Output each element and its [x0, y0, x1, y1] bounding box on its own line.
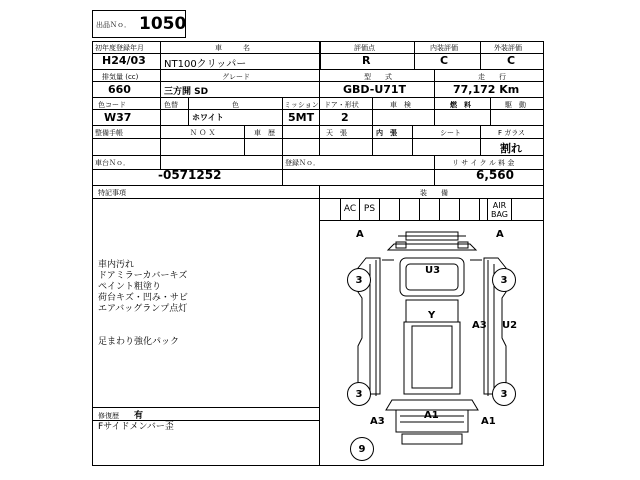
equipment-grid: [320, 199, 544, 221]
fuel-label: 燃 料: [450, 101, 471, 109]
door-count-value: 2: [341, 111, 349, 124]
repair-history-label: 修復歴: [98, 412, 119, 420]
front-glass-value: 割れ: [500, 142, 522, 155]
grade-value: 三方開 SD: [164, 87, 209, 97]
lot-number-box: [92, 10, 186, 38]
chassis-number-value: -0571252: [158, 168, 222, 182]
nox-label: Ｎ Ｏ Ｘ: [190, 129, 216, 137]
equipment-slot: [460, 199, 480, 220]
mark-rear-left: 3: [347, 382, 371, 406]
color-code-label: 色コード: [98, 101, 126, 109]
mark-roof: U3: [425, 265, 441, 276]
seat-label: シート: [440, 129, 461, 137]
vehicle-diagram: [320, 222, 544, 466]
equipment-slot: [440, 199, 460, 220]
note-line: 車内汚れ: [98, 260, 135, 270]
note-line: 足まわり強化パック: [98, 337, 180, 347]
color-label: 色: [232, 101, 239, 109]
first-registration-label: 初年度登録年月: [95, 44, 144, 52]
transmission-value: 5MT: [288, 111, 315, 124]
maintenance-record-label: 整備手帳: [95, 129, 123, 137]
car-name-label: 車 名: [215, 44, 250, 52]
mark-corner-left: A3: [370, 416, 385, 427]
mileage-value: 77,172 Km: [453, 83, 520, 96]
score-label: 評価点: [354, 44, 375, 52]
front-glass-label: F ガラス: [498, 129, 526, 137]
registration-number-label: 登録Ｎｏ．: [285, 159, 320, 167]
lot-number-label: 出品Ｎｏ．: [96, 21, 131, 29]
score-value: R: [362, 54, 371, 67]
mark-bumper: A1: [424, 410, 439, 421]
mark-side-u2: U2: [502, 320, 518, 331]
exterior-rating-value: C: [507, 54, 516, 67]
mark-corner-right: A1: [481, 416, 496, 427]
lot-number-value: 1050: [139, 14, 187, 34]
first-registration-value: H24/03: [102, 54, 146, 67]
equipment-slot: [380, 199, 400, 220]
equipment-label: 装 備: [420, 189, 448, 197]
repair-detail: Fサイドメンバー歪: [98, 422, 174, 432]
color-code-value: W37: [104, 111, 132, 124]
interior-rating-value: C: [440, 54, 449, 67]
mark-side-a3: A3: [472, 320, 487, 331]
displacement-value: 660: [108, 83, 131, 96]
equipment-ac: AC: [340, 199, 360, 220]
door-shape-label: ドア・形状: [324, 101, 359, 109]
car-name-value: NT100クリッパー: [164, 59, 247, 70]
special-notes-label: 特記事項: [98, 189, 126, 197]
mark-bed: Y: [428, 310, 436, 321]
note-line: 荷台キズ・凹み・サビ: [98, 293, 188, 303]
mark-front-left: A: [356, 229, 364, 240]
equipment-slot: [400, 199, 420, 220]
equipment-slot: [480, 199, 488, 220]
interior-rating-label: 内装評価: [430, 44, 458, 52]
interior-trim-label: 内 張: [376, 129, 397, 137]
mark-rear-right: 3: [492, 382, 516, 406]
displacement-label: 排気量 (cc): [102, 73, 139, 81]
grade-label: グレード: [222, 73, 250, 81]
headliner-label: 天 張: [326, 129, 347, 137]
drive-label: 駆 動: [505, 101, 526, 109]
transmission-label: ミッション: [284, 101, 319, 109]
mileage-label: 走 行: [478, 73, 506, 81]
note-line: ドアミラーカバーキズ: [98, 271, 188, 281]
equipment-ps: PS: [360, 199, 380, 220]
mark-door-right: 3: [492, 268, 516, 292]
recycle-fee-label: リ サ イ ク ル 料 金: [452, 159, 515, 167]
history-label: 車 歴: [254, 129, 275, 137]
equipment-slot: [420, 199, 440, 220]
mark-door-left: 3: [347, 268, 371, 292]
exterior-rating-label: 外装評価: [494, 44, 522, 52]
mark-bottom: 9: [350, 437, 374, 461]
repair-history-value: 有: [134, 411, 144, 421]
mark-front-right: A: [496, 229, 504, 240]
note-line: エアバッグランプ点灯: [98, 304, 188, 314]
model-type-label: 型 式: [364, 73, 392, 81]
recycle-fee-value: 6,560: [476, 168, 514, 182]
chassis-number-label: 車台Ｎｏ．: [95, 159, 130, 167]
note-line: ペイント粗塗り: [98, 282, 162, 292]
color-value: ホワイト: [192, 113, 224, 122]
inspection-label: 車 検: [390, 101, 411, 109]
equipment-airbag: AIR BAG: [488, 199, 512, 220]
model-type-value: GBD-U71T: [343, 83, 407, 96]
color-change-label: 色替: [164, 101, 178, 109]
